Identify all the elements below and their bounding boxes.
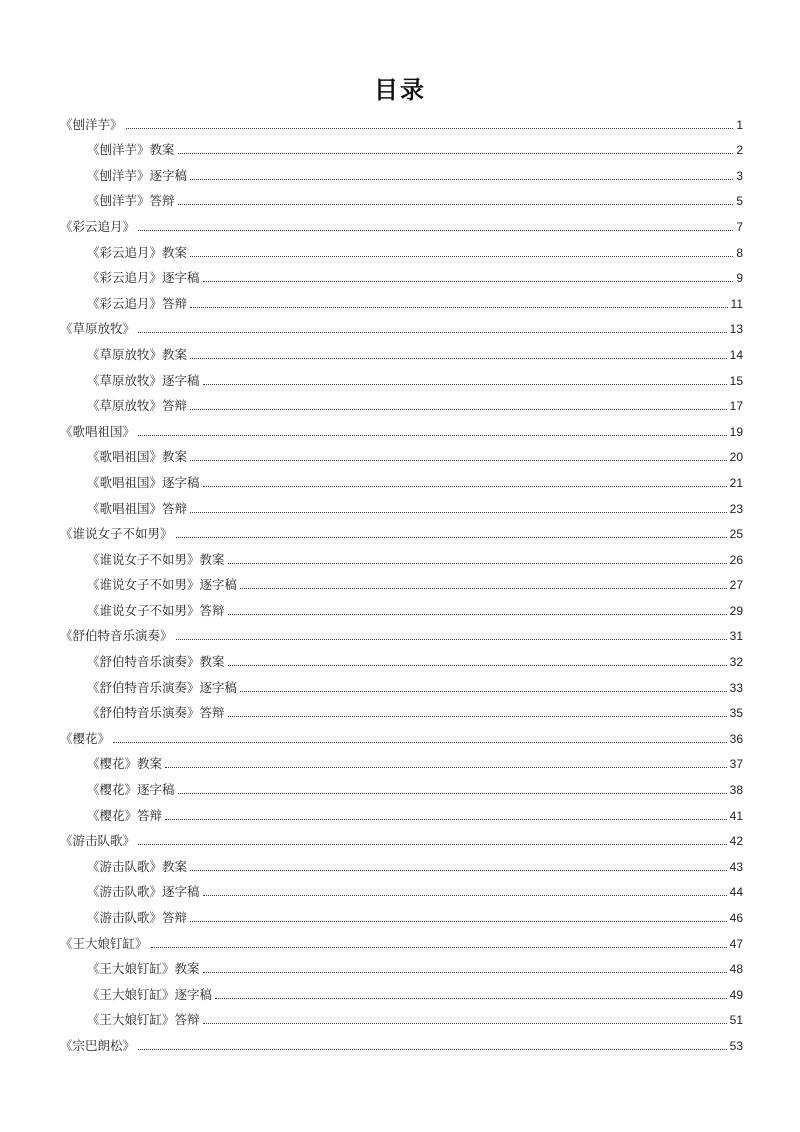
toc-entry-title[interactable]: 《草原放牧》 xyxy=(60,321,136,337)
toc-page-number: 1 xyxy=(736,117,743,132)
toc-entry-chapter[interactable] xyxy=(0,414,800,440)
toc-entry-title[interactable]: 《王大娘钉缸》答辩 xyxy=(87,1012,200,1028)
toc-entry-section[interactable] xyxy=(0,644,800,670)
toc-entry-section[interactable] xyxy=(0,900,800,926)
toc-dot-leader xyxy=(126,128,734,129)
toc-entry-title[interactable]: 《谁说女子不如男》 xyxy=(60,526,173,542)
toc-entry-section[interactable] xyxy=(0,261,800,287)
toc-dot-leader xyxy=(190,409,727,410)
toc-entry-title[interactable]: 《歌唱祖国》教案 xyxy=(87,449,188,465)
toc-entry-section[interactable] xyxy=(0,696,800,722)
toc-page-number: 2 xyxy=(736,143,743,158)
toc-entry-title[interactable]: 《舒伯特音乐演奏》教案 xyxy=(87,654,225,670)
toc-page-number: 17 xyxy=(729,399,743,414)
toc-page-number: 53 xyxy=(729,1038,743,1053)
toc-entry-title[interactable]: 《舒伯特音乐演奏》逐字稿 xyxy=(87,679,238,695)
toc-entry-section[interactable] xyxy=(0,465,800,491)
toc-page-number: 43 xyxy=(729,859,743,874)
toc-entry-title[interactable]: 《歌唱祖国》逐字稿 xyxy=(87,474,200,490)
toc-page-number: 41 xyxy=(729,808,743,823)
toc-entry-title[interactable]: 《宗巴朗松》 xyxy=(60,1037,136,1053)
toc-page-number: 36 xyxy=(729,731,743,746)
toc-entry-chapter[interactable] xyxy=(0,312,800,338)
toc-page-number: 27 xyxy=(729,578,743,593)
toc-page-number: 3 xyxy=(736,168,743,183)
toc-entry-chapter[interactable] xyxy=(0,619,800,645)
toc-page-number: 20 xyxy=(729,450,743,465)
toc-entry-title[interactable]: 《王大娘钉缸》逐字稿 xyxy=(87,986,213,1002)
toc-page-number: 47 xyxy=(729,936,743,951)
toc-dot-leader xyxy=(203,384,727,385)
toc-page-number: 37 xyxy=(729,757,743,772)
toc-dot-leader xyxy=(190,179,733,180)
toc-dot-leader xyxy=(151,947,727,948)
toc-entry-title[interactable]: 《草原放牧》逐字稿 xyxy=(87,372,200,388)
table-of-contents xyxy=(0,107,800,1054)
toc-entry-title[interactable]: 《樱花》逐字稿 xyxy=(87,782,175,798)
toc-entry-section[interactable] xyxy=(0,875,800,901)
toc-page-number: 33 xyxy=(729,680,743,695)
toc-page-number: 32 xyxy=(729,655,743,670)
toc-entry-title[interactable]: 《王大娘钉缸》教案 xyxy=(87,961,200,977)
toc-entry-section[interactable] xyxy=(0,568,800,594)
toc-page-number: 44 xyxy=(729,885,743,900)
toc-page-number: 26 xyxy=(729,552,743,567)
toc-entry-chapter[interactable] xyxy=(0,517,800,543)
toc-page-number: 29 xyxy=(729,603,743,618)
toc-dot-leader xyxy=(138,332,727,333)
toc-entry-section[interactable] xyxy=(0,363,800,389)
toc-entry-section[interactable] xyxy=(0,440,800,466)
toc-page-number: 49 xyxy=(729,987,743,1002)
toc-entry-title[interactable]: 《游击队歌》逐字稿 xyxy=(87,884,200,900)
toc-dot-leader xyxy=(176,639,727,640)
toc-dot-leader xyxy=(165,767,727,768)
toc-entry-chapter[interactable] xyxy=(0,926,800,952)
toc-entry-section[interactable] xyxy=(0,593,800,619)
toc-entry-title[interactable]: 《谁说女子不如男》答辩 xyxy=(87,602,225,618)
toc-entry-section[interactable] xyxy=(0,491,800,517)
toc-entry-section[interactable] xyxy=(0,184,800,210)
toc-entry-title[interactable]: 《彩云追月》答辩 xyxy=(87,295,188,311)
toc-dot-leader xyxy=(190,256,733,257)
toc-entry-title[interactable]: 《游击队歌》答辩 xyxy=(87,910,188,925)
toc-entry-title[interactable]: 《歌唱祖国》答辩 xyxy=(87,500,188,516)
toc-dot-leader xyxy=(228,665,727,666)
toc-entry-title[interactable]: 《谁说女子不如男》逐字稿 xyxy=(87,577,238,593)
toc-dot-leader xyxy=(138,435,727,436)
toc-entry-title[interactable]: 《刨洋芋》教案 xyxy=(87,142,175,158)
toc-entry-title[interactable]: 《彩云追月》教案 xyxy=(87,244,188,260)
toc-entry-section[interactable] xyxy=(0,337,800,363)
toc-entry-title[interactable]: 《草原放牧》答辩 xyxy=(87,398,188,414)
toc-dot-leader xyxy=(178,793,727,794)
toc-page-number: 9 xyxy=(736,271,743,286)
toc-dot-leader xyxy=(138,844,727,845)
toc-entry-chapter[interactable] xyxy=(0,721,800,747)
toc-page-number: 42 xyxy=(729,834,743,849)
toc-page-number: 38 xyxy=(729,783,743,798)
toc-entry-chapter[interactable] xyxy=(0,209,800,235)
toc-page-number: 31 xyxy=(729,629,743,644)
toc-dot-leader xyxy=(240,588,727,589)
toc-entry-title[interactable]: 《王大娘钉缸》 xyxy=(60,935,148,951)
toc-entry-title[interactable]: 《刨洋芋》 xyxy=(60,116,123,132)
toc-entry-section[interactable] xyxy=(0,158,800,184)
toc-entry-section[interactable] xyxy=(0,849,800,875)
toc-dot-leader xyxy=(190,870,727,871)
toc-entry-title[interactable]: 《草原放牧》教案 xyxy=(87,346,188,362)
toc-entry-chapter[interactable] xyxy=(0,824,800,850)
toc-dot-leader xyxy=(176,537,727,538)
toc-dot-leader xyxy=(190,512,727,513)
toc-entry-section[interactable] xyxy=(0,1003,800,1029)
toc-entry-title[interactable]: 《彩云追月》逐字稿 xyxy=(87,270,200,286)
toc-dot-leader xyxy=(228,614,727,615)
toc-entry-title[interactable]: 《彩云追月》 xyxy=(60,218,136,234)
toc-page-number: 25 xyxy=(729,527,743,542)
toc-dot-leader xyxy=(228,716,727,717)
toc-page-number: 13 xyxy=(729,322,743,337)
toc-dot-leader xyxy=(203,1023,727,1024)
toc-entry-chapter[interactable] xyxy=(0,1028,800,1054)
toc-entry-section[interactable] xyxy=(0,286,800,312)
toc-entry-chapter[interactable] xyxy=(0,107,800,133)
toc-entry-title[interactable]: 《樱花》 xyxy=(60,730,111,746)
toc-entry-title[interactable]: 《樱花》教案 xyxy=(87,756,163,772)
toc-dot-leader xyxy=(138,230,733,231)
toc-entry-title[interactable]: 《游击队歌》教案 xyxy=(87,858,188,874)
toc-page-number: 21 xyxy=(729,475,743,490)
toc-dot-leader xyxy=(203,281,734,282)
toc-entry-section[interactable] xyxy=(0,952,800,978)
toc-page-number: 14 xyxy=(729,347,743,362)
toc-entry-title[interactable]: 《刨洋芋》答辩 xyxy=(87,193,175,209)
toc-dot-leader xyxy=(113,742,727,743)
toc-dot-leader xyxy=(203,972,727,973)
toc-entry-title[interactable]: 《谁说女子不如男》教案 xyxy=(87,551,225,567)
toc-dot-leader xyxy=(203,486,727,487)
toc-page-number: 46 xyxy=(729,911,743,925)
toc-page-number: 35 xyxy=(729,706,743,721)
toc-dot-leader xyxy=(190,921,727,922)
toc-entry-section[interactable] xyxy=(0,389,800,415)
toc-page-number: 8 xyxy=(736,245,743,260)
toc-entry-title[interactable]: 《舒伯特音乐演奏》答辩 xyxy=(87,705,225,721)
toc-dot-leader xyxy=(178,153,734,154)
toc-dot-leader xyxy=(190,307,728,308)
page-title: 目录 xyxy=(374,76,426,104)
toc-page-number: 23 xyxy=(729,501,743,516)
toc-entry-section[interactable] xyxy=(0,670,800,696)
toc-entry-title[interactable]: 《樱花》答辩 xyxy=(87,807,163,823)
toc-dot-leader xyxy=(165,819,727,820)
toc-entry-title[interactable]: 《歌唱祖国》 xyxy=(60,423,136,439)
toc-page-number: 11 xyxy=(730,296,743,311)
toc-dot-leader xyxy=(190,460,727,461)
toc-dot-leader xyxy=(178,204,734,205)
toc-entry-section[interactable] xyxy=(0,133,800,159)
toc-page-number: 48 xyxy=(729,962,743,977)
toc-entry-section[interactable] xyxy=(0,798,800,824)
toc-entry-section[interactable] xyxy=(0,772,800,798)
toc-entry-title[interactable]: 《舒伯特音乐演奏》 xyxy=(60,628,173,644)
toc-dot-leader xyxy=(228,563,727,564)
toc-page-number: 51 xyxy=(729,1013,743,1028)
toc-dot-leader xyxy=(190,358,727,359)
toc-page-number: 5 xyxy=(736,194,743,209)
toc-entry-title[interactable]: 《刨洋芋》逐字稿 xyxy=(87,167,188,183)
toc-page-number: 7 xyxy=(736,219,743,234)
toc-dot-leader xyxy=(215,998,727,999)
toc-dot-leader xyxy=(240,691,727,692)
toc-page-number: 19 xyxy=(729,424,743,439)
toc-entry-section[interactable] xyxy=(0,977,800,1003)
toc-entry-section[interactable] xyxy=(0,235,800,261)
toc-dot-leader xyxy=(203,895,727,896)
toc-dot-leader xyxy=(138,1049,727,1050)
toc-entry-section[interactable] xyxy=(0,747,800,773)
toc-page-number: 15 xyxy=(729,373,743,388)
toc-entry-title[interactable]: 《游击队歌》 xyxy=(60,833,136,849)
toc-entry-section[interactable] xyxy=(0,542,800,568)
